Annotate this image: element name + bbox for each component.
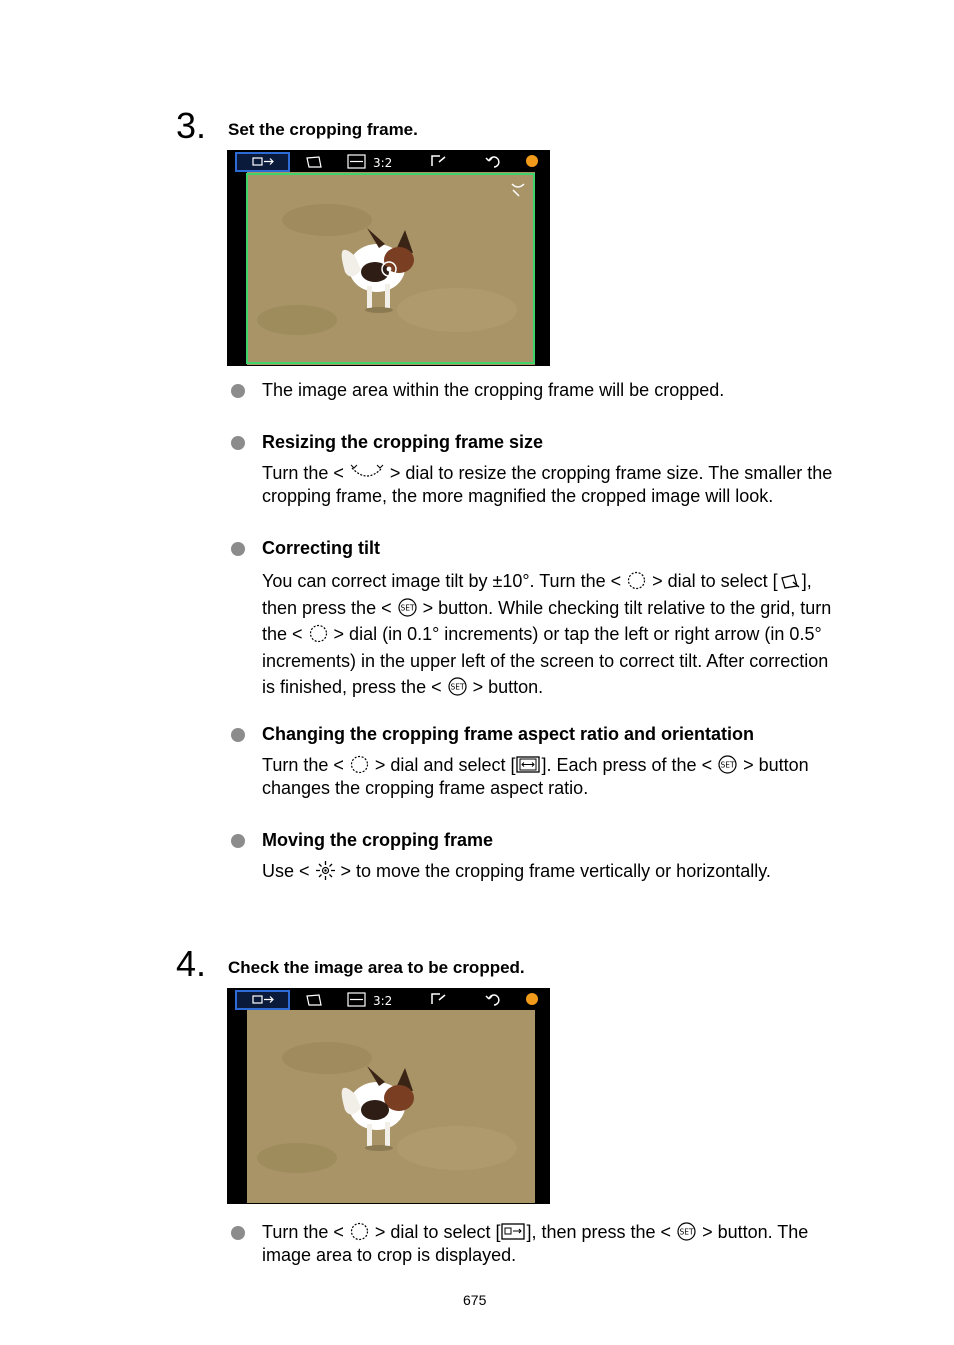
bullet-icon	[231, 384, 245, 398]
set-button-icon	[397, 597, 418, 618]
camera-screen-crop-preview	[227, 988, 550, 1204]
aspect-ratio-icon	[515, 754, 541, 775]
multi-controller-icon	[315, 860, 336, 881]
main-dial-icon	[349, 462, 385, 483]
crop-icon	[500, 1221, 526, 1242]
aspect-ratio-label: 3:2	[373, 156, 393, 170]
quick-control-dial-icon	[349, 754, 370, 775]
tilt-correction-icon	[778, 570, 802, 591]
tilt-description: You can correct image tilt by ±10°. Turn the < > dial to select [ ], then press the < > button. While checking tilt relative to the grid, turn the < > dial (in 0.1° increments) or tap the left or right arrow (in 0.5° increments) in the upper left of the screen to correct tilt. After correction is finished, press the < > button.	[262, 571, 832, 697]
page-number: 675	[463, 1292, 487, 1308]
step-title: Check the image area to be cropped.	[228, 958, 525, 977]
quick-control-dial-icon	[349, 1221, 370, 1242]
bullet-icon	[231, 834, 245, 848]
step-title: Set the cropping frame.	[228, 120, 418, 139]
bullet-text: The image area within the cropping frame will be cropped.	[262, 380, 725, 400]
move-title: Moving the cropping frame	[262, 830, 494, 850]
move-description: Use < > to move the cropping frame vertically or horizontally.	[262, 861, 771, 881]
set-button-icon	[717, 754, 738, 775]
step-number: 4.	[176, 943, 207, 984]
set-button-icon	[447, 676, 468, 697]
aspect-description: Turn the < > dial and select [ ]. Each press of the < > button changes the cropping frame aspect ratio.	[262, 755, 809, 798]
step-number: 3.	[176, 105, 207, 146]
set-button-icon	[676, 1221, 697, 1242]
step4-description: Turn the < > dial to select [ ], then press the < > button. The image area to crop is displayed.	[262, 1222, 809, 1265]
resize-title: Resizing the cropping frame size	[262, 432, 544, 452]
quick-control-dial-icon	[308, 623, 329, 644]
quick-control-dial-icon	[626, 570, 647, 591]
bullet-icon	[231, 728, 245, 742]
bullet-icon	[231, 436, 245, 450]
aspect-title: Changing the cropping frame aspect ratio and orientation	[262, 724, 755, 744]
bullet-icon	[231, 1226, 245, 1240]
tilt-title: Correcting tilt	[262, 538, 381, 558]
aspect-ratio-label: 3:2	[373, 994, 393, 1008]
camera-screen-crop-frame	[227, 150, 550, 366]
bullet-icon	[231, 542, 245, 556]
resize-description: Turn the < > dial to resize the cropping frame size. The smaller the cropping frame, the more magnified the cropped image will look.	[262, 463, 833, 506]
